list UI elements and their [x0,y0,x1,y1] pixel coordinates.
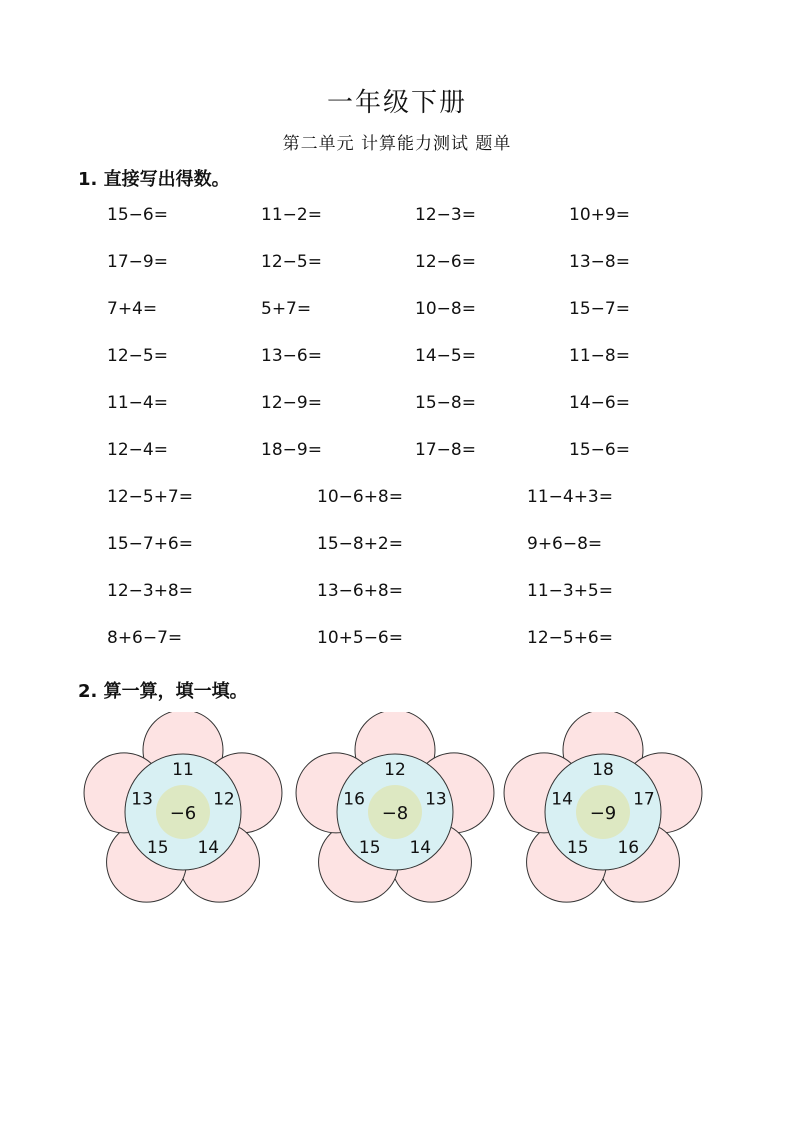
problem: 15−8+2= [317,534,403,554]
flower-number: 17 [633,789,655,810]
flower-number: 14 [197,837,220,858]
problem: 18−9= [261,440,322,460]
problem: 12−5= [261,252,322,272]
problem: 11−2= [261,205,322,225]
section-1-heading: 1. 直接写出得数。 [78,169,230,190]
flower-number: 12 [213,789,235,810]
flower-diagrams [80,712,710,922]
problem: 10−6+8= [317,487,403,507]
problem: 8+6−7= [107,628,183,648]
problem: 12−6= [415,252,476,272]
problem: 15−7+6= [107,534,193,554]
problem: 5+7= [261,299,312,319]
flower [84,712,282,902]
problem: 15−6= [107,205,168,225]
problem: 11−3+5= [527,581,613,601]
problem: 12−5+6= [527,628,613,648]
problem: 14−6= [569,393,630,413]
flower [504,712,702,902]
problem: 13−8= [569,252,630,272]
problem-row [107,534,727,581]
flower-number: 11 [172,760,194,780]
problem-row [107,487,727,534]
flower-center-label: −8 [381,803,409,824]
problem-row [107,393,727,440]
problem: 12−5+7= [107,487,193,507]
flower-center-label: −6 [169,803,197,824]
flower-number: 12 [384,760,406,780]
problem: 10+5−6= [317,628,403,648]
problem-grid [107,205,727,675]
problem-row [107,346,727,393]
flower-number: 14 [551,789,573,810]
problem-row [107,440,727,487]
problem: 10−8= [415,299,476,319]
flower-number: 18 [592,760,614,780]
flower-number: 15 [566,837,589,858]
flower-number: 15 [146,837,169,858]
problem-row [107,252,727,299]
flower-number: 13 [131,789,153,810]
problem-row [107,299,727,346]
problem-row [107,205,727,252]
problem: 12−3= [415,205,476,225]
section-2-heading: 2. 算一算，填一填。 [78,681,248,702]
page-subtitle: 第二单元 计算能力测试 题单 [282,134,512,154]
problem-row [107,628,727,675]
problem: 12−9= [261,393,322,413]
problem: 17−8= [415,440,476,460]
problem: 15−8= [415,393,476,413]
flower-number: 15 [358,837,381,858]
problem: 12−3+8= [107,581,193,601]
flower-number: 13 [425,789,447,810]
problem: 11−8= [569,346,630,366]
problem: 13−6+8= [317,581,403,601]
flower-number: 16 [343,789,365,810]
problem: 12−5= [107,346,168,366]
flower-number: 14 [409,837,432,858]
problem: 13−6= [261,346,322,366]
flower [296,712,494,902]
problem: 9+6−8= [527,534,603,554]
flower-center-label: −9 [589,803,617,824]
page-title: 一年级下册 [326,88,467,118]
problem: 11−4+3= [527,487,613,507]
problem: 12−4= [107,440,168,460]
problem: 15−6= [569,440,630,460]
problem: 11−4= [107,393,168,413]
problem: 15−7= [569,299,630,319]
problem: 17−9= [107,252,168,272]
problem: 14−5= [415,346,476,366]
flower-number: 16 [617,837,640,858]
problem: 7+4= [107,299,158,319]
problem: 10+9= [569,205,630,225]
problem-row [107,581,727,628]
